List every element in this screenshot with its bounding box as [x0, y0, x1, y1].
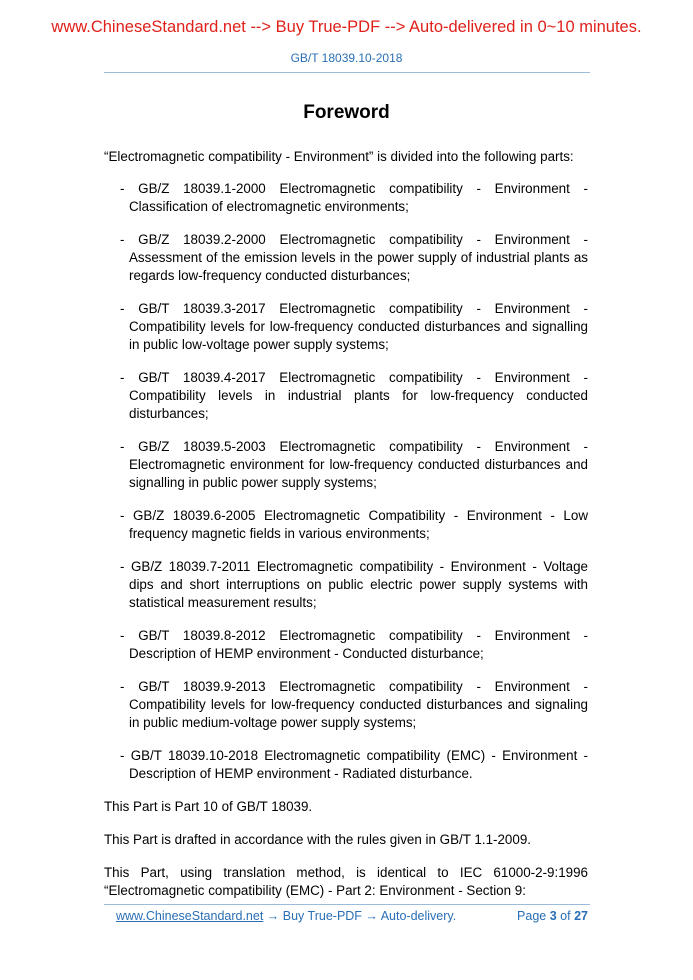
page-indicator: [517, 909, 588, 923]
list-item-part-4: - GB/T 18039.4-2017 Electromagnetic compatibility - Environment - Compatibility levels in industrial plants for low-frequency conducted disturbances;: [120, 370, 588, 421]
of-label: of: [560, 909, 571, 923]
document-code-header: GB/T 18039.10-2018: [290, 51, 403, 65]
footer-tagline: → Buy True-PDF → Auto-delivery.: [263, 909, 457, 923]
foreword-body: [104, 148, 588, 915]
footer-site-link[interactable]: www.ChineseStandard.net: [116, 909, 264, 923]
paragraph-drafting-rules: This Part is drafted in accordance with the rules given in GB/T 1.1-2009.: [104, 832, 531, 847]
list-item-part-10: - GB/T 18039.10-2018 Electromagnetic compatibility (EMC) - Environment - Description of HEMP environment - Radiated disturbance.: [120, 748, 588, 781]
page-label: Page: [517, 909, 547, 923]
list-item-part-3: - GB/T 18039.3-2017 Electromagnetic compatibility - Environment - Compatibility levels for low-frequency conducted disturbances and signalling in public low-voltage power supply systems;: [120, 301, 588, 352]
intro-paragraph: “Electromagnetic compatibility - Environment” is divided into the following parts:: [104, 149, 574, 164]
page-footer: [116, 909, 588, 923]
list-item-part-7: - GB/Z 18039.7-2011 Electromagnetic compatibility - Environment - Voltage dips and short interruptions on public electric power supply systems with statistical measurement results;: [120, 559, 588, 610]
list-item-part-5: - GB/Z 18039.5-2003 Electromagnetic compatibility - Environment - Electromagnetic environment for low-frequency conducted disturbances and signalling in public power supply systems;: [120, 439, 588, 490]
list-item-part-9: - GB/T 18039.9-2013 Electromagnetic compatibility - Environment - Compatibility levels for low-frequency conducted disturbances and signaling in public medium-voltage power supply systems;: [120, 679, 588, 730]
list-item-part-6: - GB/Z 18039.6-2005 Electromagnetic Compatibility - Environment - Low frequency magnetic fields in various environments;: [120, 508, 588, 541]
current-page-number: 3: [549, 909, 557, 923]
page-title: Foreword: [303, 102, 390, 123]
parts-list: [104, 180, 588, 783]
footer-divider: [104, 904, 590, 905]
paragraph-translation-method: This Part, using translation method, is identical to IEC 61000-2-9:1996 “Electromagnetic compatibility (EMC) - Part 2: Environment - Section 9:: [104, 865, 588, 898]
list-item-part-2: - GB/Z 18039.2-2000 Electromagnetic compatibility - Environment - Assessment of the emission levels in the power supply of industrial plants as regards low-frequency conducted disturbances;: [120, 232, 588, 283]
total-pages-number: 27: [574, 909, 588, 923]
paragraph-part-number: This Part is Part 10 of GB/T 18039.: [104, 799, 313, 814]
header-divider: [104, 72, 590, 73]
list-item-part-8: - GB/T 18039.8-2012 Electromagnetic compatibility - Environment - Description of HEMP environment - Conducted disturbance;: [120, 628, 588, 661]
list-item-part-1: - GB/Z 18039.1-2000 Electromagnetic compatibility - Environment - Classification of electromagnetic environments;: [120, 181, 588, 214]
top-banner-link[interactable]: www.ChineseStandard.net --> Buy True-PDF --> Auto-delivered in 0~10 minutes.: [51, 18, 642, 36]
